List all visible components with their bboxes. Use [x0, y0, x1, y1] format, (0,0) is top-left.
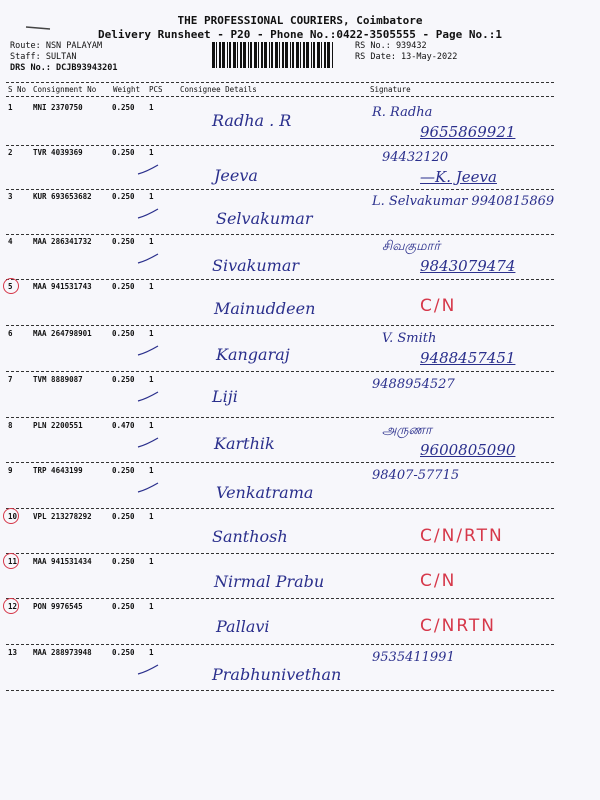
- row-divider: [6, 508, 554, 509]
- row-sno: 10: [8, 512, 18, 521]
- row-sno: 9: [8, 466, 13, 475]
- row-phone: 9600805090: [420, 441, 516, 459]
- row-consignee-name: Kangaraj: [216, 345, 290, 364]
- row-sno: 12: [8, 602, 18, 611]
- row-pcs: 1: [149, 512, 154, 521]
- row-sno: 5: [8, 282, 13, 291]
- row-divider: [6, 371, 554, 372]
- row-sno: 8: [8, 421, 13, 430]
- row-consignment: MAA 288973948: [33, 648, 92, 657]
- row-divider: [6, 644, 554, 645]
- row-pcs: 1: [149, 557, 154, 566]
- row-pcs: 1: [149, 375, 154, 384]
- row-weight: 0.250: [112, 648, 135, 657]
- tick-mark: [136, 480, 162, 496]
- header-right: [355, 41, 457, 63]
- row-sno: 13: [8, 648, 18, 657]
- row-pcs: 1: [149, 282, 154, 291]
- row-sno: 6: [8, 329, 13, 338]
- row-weight: 0.250: [112, 557, 135, 566]
- row-consignment: MNI 2370750: [33, 103, 83, 112]
- row-signature: சிவகுமார்: [382, 239, 441, 254]
- row-consignment: TVR 4039369: [33, 148, 83, 157]
- row-pcs: 1: [149, 192, 154, 201]
- row-consignment: MAA 264798901: [33, 329, 92, 338]
- rs-number: RS No.: 939432: [355, 41, 427, 51]
- row-consignee-name: Jeeva: [214, 166, 258, 185]
- tick-mark: [136, 162, 162, 178]
- row-status-note: C/N: [420, 296, 457, 316]
- route-label: Route: NSN PALAYAM: [10, 41, 103, 51]
- row-pcs: 1: [149, 602, 154, 611]
- row-signature: L. Selvakumar 9940815869: [372, 194, 555, 209]
- col-sno: S No: [8, 85, 27, 94]
- row-consignment: KUR 693653682: [33, 192, 92, 201]
- row-divider: [6, 553, 554, 554]
- row-sno: 11: [8, 557, 18, 566]
- row-weight: 0.470: [112, 421, 135, 430]
- row-consignee-name: Nirmal Prabu: [214, 572, 325, 591]
- row-signature: 94432120: [382, 150, 449, 165]
- row-signature: 98407-57715: [372, 468, 460, 483]
- row-divider: [6, 462, 554, 463]
- row-divider: [6, 690, 554, 691]
- colhead-divider: [6, 96, 554, 97]
- tick-mark: [136, 435, 162, 451]
- row-circle-mark: [3, 553, 19, 569]
- row-consignee-name: Karthik: [214, 434, 275, 453]
- col-consignment: Consignment No: [33, 85, 97, 94]
- row-weight: 0.250: [112, 375, 135, 384]
- row-weight: 0.250: [112, 329, 135, 338]
- row-consignment: TRP 4643199: [33, 466, 83, 475]
- row-consignee-name: Selvakumar: [216, 209, 313, 228]
- row-phone: 9843079474: [420, 257, 516, 275]
- header-divider: [6, 82, 554, 83]
- row-consignment: PLN 2200551: [33, 421, 83, 430]
- row-weight: 0.250: [112, 466, 135, 475]
- row-weight: 0.250: [112, 237, 135, 246]
- row-status-note: C/N: [420, 571, 457, 591]
- row-consignment: MAA 941531743: [33, 282, 92, 291]
- row-weight: 0.250: [112, 148, 135, 157]
- row-consignment: MAA 941531434: [33, 557, 92, 566]
- row-status-note: C/NRTN: [420, 616, 496, 636]
- row-circle-mark: [3, 278, 19, 294]
- row-signature: V. Smith: [382, 331, 437, 346]
- col-consignee: Consignee Details: [180, 85, 257, 94]
- col-signature: Signature: [370, 85, 411, 94]
- row-consignee-name: Pallavi: [216, 617, 270, 636]
- row-pcs: 1: [149, 648, 154, 657]
- barcode: [212, 42, 336, 68]
- row-consignee-name: Liji: [212, 387, 238, 406]
- row-signature: 9535411991: [372, 650, 455, 665]
- row-sno: 4: [8, 237, 13, 246]
- row-consignee-name: Venkatrama: [216, 483, 314, 502]
- row-pcs: 1: [149, 421, 154, 430]
- row-sno: 7: [8, 375, 13, 384]
- row-pcs: 1: [149, 466, 154, 475]
- row-consignee-name: Sivakumar: [212, 256, 300, 275]
- row-consignee-name: Santhosh: [212, 527, 288, 546]
- row-phone: 9655869921: [420, 123, 516, 141]
- col-weight: Weight: [113, 85, 141, 94]
- drs-label: DRS No.: DCJB93943201: [10, 63, 118, 73]
- row-consignment: VPL 213278292: [33, 512, 92, 521]
- row-consignee-name: Mainuddeen: [214, 299, 316, 318]
- row-divider: [6, 598, 554, 599]
- row-divider: [6, 325, 554, 326]
- row-circle-mark: [3, 508, 19, 524]
- row-weight: 0.250: [112, 512, 135, 521]
- row-consignee-name: Radha . R: [212, 111, 292, 130]
- tick-mark: [136, 343, 162, 359]
- row-divider: [6, 189, 554, 190]
- staff-label: Staff: SULTAN: [10, 52, 77, 62]
- row-divider: [6, 279, 554, 280]
- row-pcs: 1: [149, 103, 154, 112]
- row-sno: 2: [8, 148, 13, 157]
- row-divider: [6, 145, 554, 146]
- row-sno: 1: [8, 103, 13, 112]
- row-consignment: TVM 8889087: [33, 375, 83, 384]
- row-weight: 0.250: [112, 103, 135, 112]
- row-phone: —K. Jeeva: [420, 168, 497, 186]
- company-title: THE PROFESSIONAL COURIERS, Coimbatore: [177, 14, 423, 27]
- row-consignment: PON 9976545: [33, 602, 83, 611]
- row-pcs: 1: [149, 237, 154, 246]
- row-weight: 0.250: [112, 282, 135, 291]
- row-signature: 9488954527: [372, 377, 455, 392]
- row-pcs: 1: [149, 148, 154, 157]
- row-circle-mark: [3, 598, 19, 614]
- row-divider: [6, 417, 554, 418]
- row-sno: 3: [8, 192, 13, 201]
- header-left: [10, 41, 117, 74]
- row-consignee-name: Prabhunivethan: [212, 665, 342, 684]
- row-pcs: 1: [149, 329, 154, 338]
- tick-mark: [136, 251, 162, 267]
- row-consignment: MAA 286341732: [33, 237, 92, 246]
- rs-date: RS Date: 13-May-2022: [355, 52, 458, 62]
- row-signature: அருணா: [382, 423, 432, 438]
- col-pcs: PCS: [149, 85, 163, 94]
- row-divider: [6, 234, 554, 235]
- tick-mark: [136, 389, 162, 405]
- row-signature: R. Radha: [372, 105, 433, 120]
- row-weight: 0.250: [112, 192, 135, 201]
- row-phone: 9488457451: [420, 349, 516, 367]
- row-weight: 0.250: [112, 602, 135, 611]
- row-status-note: C/N/RTN: [420, 526, 504, 546]
- runsheet-subtitle: Delivery Runsheet - P20 - Phone No.:0422-3505555 - Page No.:1: [98, 28, 502, 41]
- tick-mark: [136, 206, 162, 222]
- tick-mark: [136, 662, 162, 678]
